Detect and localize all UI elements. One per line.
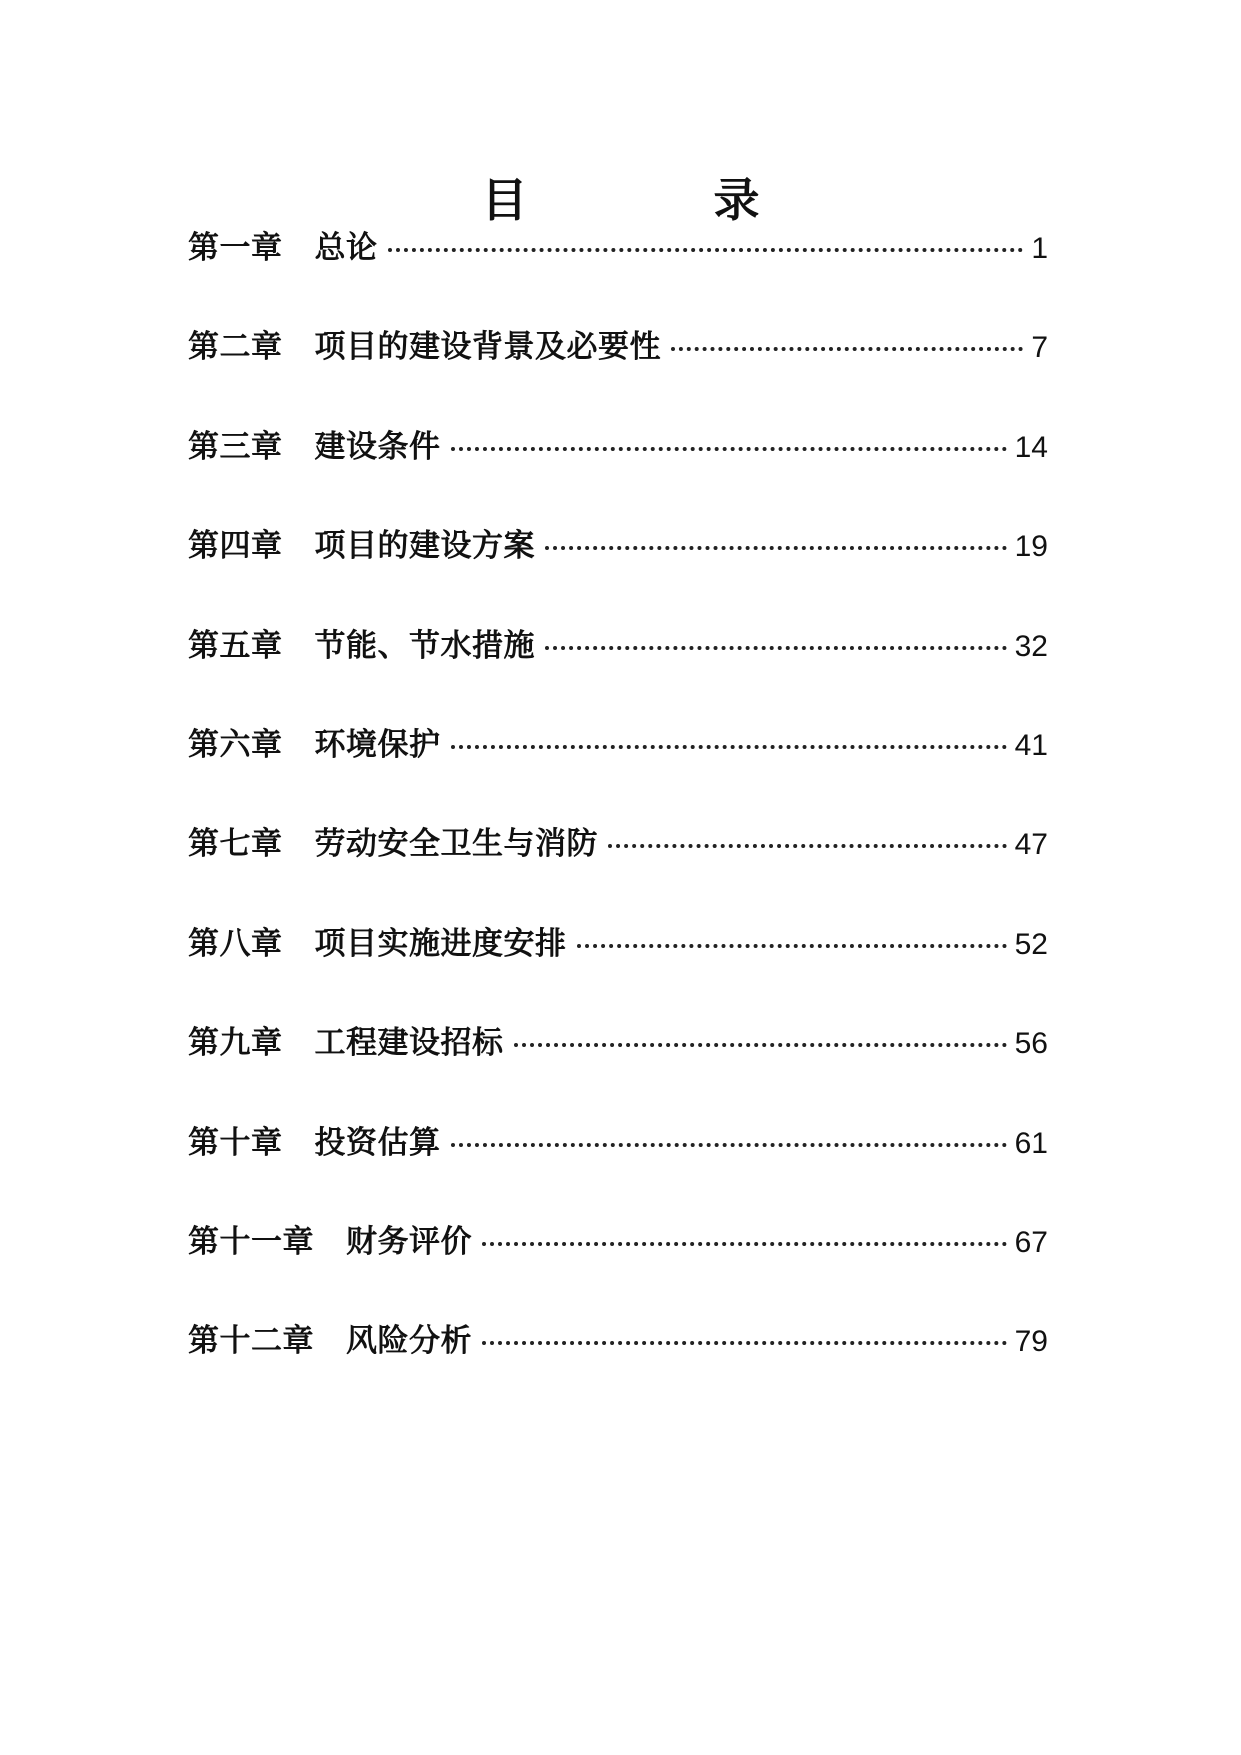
page-number: 1 — [1031, 232, 1048, 265]
dot-leader — [482, 1242, 1007, 1246]
chapter-number: 第十二章 — [188, 1323, 314, 1360]
chapter-number: 第一章 — [188, 230, 283, 266]
toc-entry-6[interactable] — [188, 725, 1048, 824]
toc-entry-2[interactable] — [188, 327, 1048, 426]
toc-heading: 目 录 — [481, 172, 830, 227]
page-number: 19 — [1014, 530, 1048, 564]
chapter-title: 环境保护 — [314, 726, 441, 763]
chapter-title: 工程建设招标 — [314, 1025, 504, 1062]
toc-entry-3[interactable] — [188, 427, 1048, 526]
chapter-title: 总论 — [314, 230, 378, 266]
dot-leader — [514, 1043, 1007, 1047]
table-of-contents — [188, 228, 1048, 1421]
page-number: 32 — [1014, 629, 1048, 663]
chapter-number: 第十一章 — [188, 1223, 314, 1260]
page-number: 61 — [1014, 1126, 1048, 1160]
toc-entry-9[interactable] — [188, 1023, 1048, 1122]
page-number: 14 — [1014, 430, 1048, 464]
chapter-title: 财务评价 — [346, 1223, 472, 1260]
chapter-number: 第八章 — [188, 925, 283, 962]
chapter-number: 第二章 — [188, 329, 283, 366]
chapter-number: 第五章 — [188, 627, 283, 664]
dot-leader — [451, 447, 1007, 451]
chapter-title: 项目的建设方案 — [314, 528, 535, 565]
dot-leader — [482, 1341, 1007, 1345]
dot-leader — [577, 944, 1007, 948]
chapter-title: 节能、节水措施 — [314, 627, 535, 664]
page-number: 7 — [1031, 331, 1048, 365]
chapter-title: 建设条件 — [314, 428, 441, 465]
toc-entry-5[interactable] — [188, 626, 1048, 725]
chapter-number: 第十章 — [188, 1124, 283, 1161]
toc-entry-10[interactable] — [188, 1123, 1048, 1222]
page-number: 67 — [1014, 1225, 1048, 1259]
page-number: 47 — [1014, 828, 1048, 862]
chapter-number: 第六章 — [188, 726, 283, 763]
dot-leader — [608, 844, 1007, 848]
page-number: 79 — [1014, 1325, 1048, 1359]
toc-entry-8[interactable] — [188, 924, 1048, 1023]
dot-leader — [545, 546, 1007, 550]
chapter-title: 投资估算 — [314, 1124, 441, 1161]
page-number: 52 — [1014, 927, 1048, 961]
toc-entry-1[interactable] — [188, 228, 1048, 327]
dot-leader — [545, 646, 1007, 650]
chapter-number: 第七章 — [188, 826, 283, 863]
toc-entry-4[interactable] — [188, 526, 1048, 625]
dot-leader — [671, 347, 1023, 351]
toc-entry-11[interactable] — [188, 1222, 1048, 1321]
dot-leader — [451, 1143, 1007, 1147]
dot-leader — [451, 745, 1007, 749]
page-number: 56 — [1014, 1027, 1048, 1061]
chapter-title: 项目实施进度安排 — [314, 925, 567, 962]
chapter-title: 劳动安全卫生与消防 — [314, 826, 598, 863]
chapter-title: 项目的建设背景及必要性 — [314, 329, 661, 366]
chapter-number: 第九章 — [188, 1025, 283, 1062]
dot-leader — [388, 248, 1024, 252]
toc-entry-12[interactable] — [188, 1321, 1048, 1420]
chapter-title: 风险分析 — [346, 1323, 472, 1360]
chapter-number: 第四章 — [188, 528, 283, 565]
toc-entry-7[interactable] — [188, 824, 1048, 923]
chapter-number: 第三章 — [188, 428, 283, 465]
page-number: 41 — [1014, 728, 1048, 762]
